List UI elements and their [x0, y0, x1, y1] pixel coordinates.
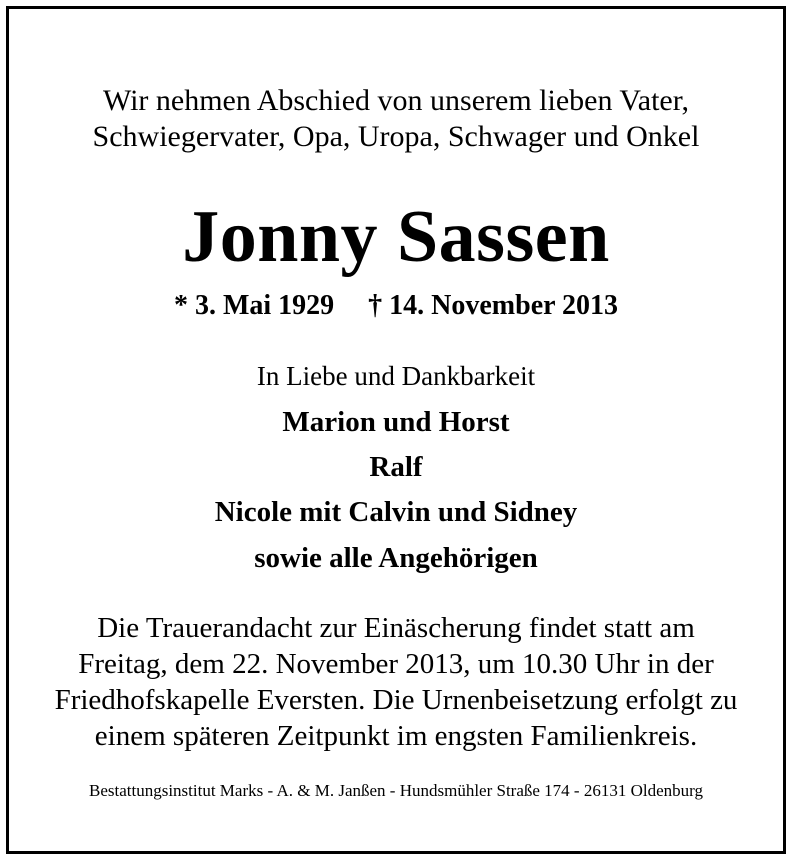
service-info-line: Friedhofskapelle Eversten. Die Urnenbeisetzung erfolgt zu: [54, 684, 738, 716]
birth-date: * 3. Mai 1929: [173, 290, 335, 321]
funeral-home-footer: Bestattungsinstitut Marks - A. & M. Janßen - Hundsmühler Straße 174 - 26131 Oldenburg: [89, 781, 703, 800]
mourner-name: sowie alle Angehörigen: [254, 542, 538, 574]
obituary-notice: [6, 6, 786, 854]
intro-line-2: Schwiegervater, Opa, Uropa, Schwager und Onkel: [92, 120, 700, 153]
life-dates: [9, 289, 783, 323]
dedication: In Liebe und Dankbarkeit: [256, 361, 536, 391]
mourner-name: Ralf: [369, 451, 423, 483]
service-info-line: Freitag, dem 22. November 2013, um 10.30 Uhr in der: [78, 648, 714, 680]
intro-line-1: Wir nehmen Abschied von unserem lieben Vater,: [102, 84, 690, 117]
service-info-line: Die Trauerandacht zur Einäscherung findet statt am: [97, 612, 695, 644]
death-date: † 14. November 2013: [368, 290, 619, 321]
mourner-name: Nicole mit Calvin und Sidney: [214, 496, 578, 528]
service-info-line: einem späteren Zeitpunkt im engsten Familienkreis.: [94, 720, 698, 752]
mourner-name: Marion und Horst: [282, 406, 510, 438]
deceased-name: Jonny Sassen: [182, 196, 610, 278]
